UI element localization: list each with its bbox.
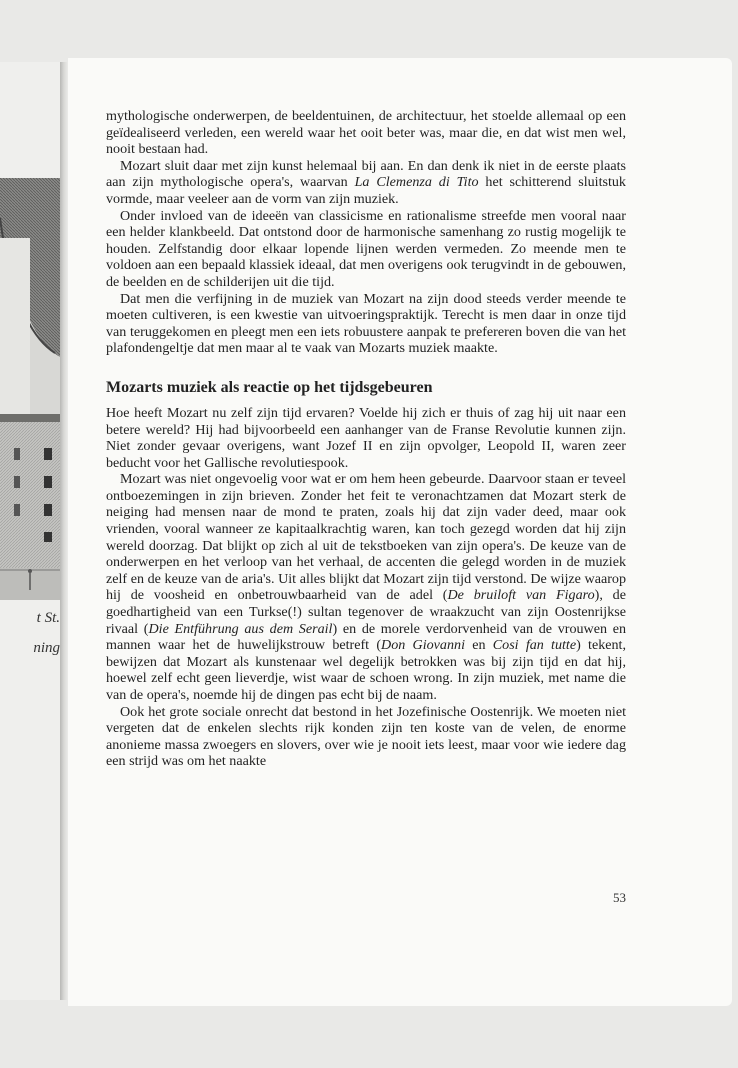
engraving-illustration	[0, 178, 62, 600]
paragraph-text: Mozart sluit daar met zijn kunst helemaal bij aan. En dan denk ik niet in de eerste plaats aan zijn mythologische opera's, waarvan	[106, 157, 626, 191]
paragraph: Hoe heeft Mozart nu zelf zijn tijd ervaren? Voelde hij zich er thuis of zag hij uit naar een betere wereld? Hij had bijvoorbeeld een aanhanger van de Franse Revolutie kunnen zijn. Niet zonder gevaar overigens, want Jozef II en zijn opvolger, Leopold II, waren zeer beducht voor het Gallische revolutiespook.	[106, 404, 626, 471]
image-caption-line-1: t St.	[36, 610, 60, 626]
paragraph: Onder invloed van de ideeën van classicisme en rationalisme streefde men vooral naar een helder klankbeeld. Dat ontstond door de harmonische samenhang zo rustig mogelijk te houden. Zelfstandig door elkaar lopende lijnen werden vermeden. Zo meende men te voldoen aan een bepaald klassiek ideaal, dat men overigens ook terugvindt in de gebouwen, de beelden en de schilderijen uit die tijd.	[106, 207, 626, 290]
paragraph-text: het schitterend sluitstuk vormde, maar veeleer aan de vorm van zijn muziek.	[106, 174, 626, 207]
paragraph: mythologische onderwerpen, de beeldentuinen, de architectuur, het stoelde allemaal op een geïdealiseerd verleden, een wereld waar het ooit beter was, maar die, en dat wist men wel, nooit bestaan had.	[106, 108, 626, 158]
paragraph: Dat men die verfijning in de muziek van Mozart na zijn dood steeds verder meende te moeten cultiveren, is een kwestie van uitvoeringspraktijk. Terecht is men daar in onze tijd van teruggekomen en pleegt men een iets robuustere aanpak te prefereren boven die van het plafondengeltje dat men maar al te vaak van Mozarts muziek maakte.	[106, 290, 626, 357]
section-heading: Mozarts muziek als reactie op het tijdsgebeuren	[106, 378, 433, 396]
paragraph: Ook het grote sociale onrecht dat bestond in het Jozefinische Oostenrijk. We moeten niet vergeten dat de enkelen slechts rijk konden zijn ten koste van de velen, de enorme anonieme massa zwoegers en slovers, over wie je nooit iets leest, maar voor wie iedere dag een strijd was om het naakte	[106, 703, 626, 770]
paragraph	[106, 158, 626, 208]
opera-title: La Clemenza di Tito	[354, 174, 479, 191]
left-facing-page	[0, 62, 62, 1000]
page-number: 53	[613, 890, 626, 905]
page-body	[106, 108, 626, 770]
image-caption-line-2: ning	[33, 640, 60, 656]
paragraph: Mozart was niet ongevoelig voor wat er om hem heen gebeurde. Daarvoor staan er teveel ontboezemingen in zijn brieven. Zonder het feit te veronachtzamen dat Mozart sterk de neiging had mensen naar de mond te praten, zoals hij dat zijn vader deed, maar ook vrienden, vooral wanneer ze kapitaalkrachtig waren, kan toch gezegd worden dat hij zijn wereld doorzag. Dat blijkt op zich al uit de tekstboeken van zijn opera's. De keuze van de onderwerpen en het verloop van het verhaal, de accenten die gelegd worden in de muziek zelf en de keuze van de aria's. Uit alles blijkt dat Mozart zijn tijd verstond. De wijze waarop hij de voosheid en onbetrouwbaarheid van de adel (De bruiloft van Figaro), de goedhartigheid van een Turkse(!) sultan tegenover de wraakzucht van zijn Oostenrijkse rivaal (Die Entführung aus dem Serail) en de morele verdorvenheid van de vrouwen en mannen waar het de huwelijkstrouw betreft (Don Giovanni en Cosi fan tutte) tekent, bewijzen dat Mozart als kunstenaar wel degelijk betrokken was bij zijn tijd en dat hij, hoewel zelf echt geen lieverdje, wist waar de schoen wrong. In zijn muziek, met name die van de opera's, noemde hij de dingen pas echt bij de naam.	[106, 471, 626, 703]
